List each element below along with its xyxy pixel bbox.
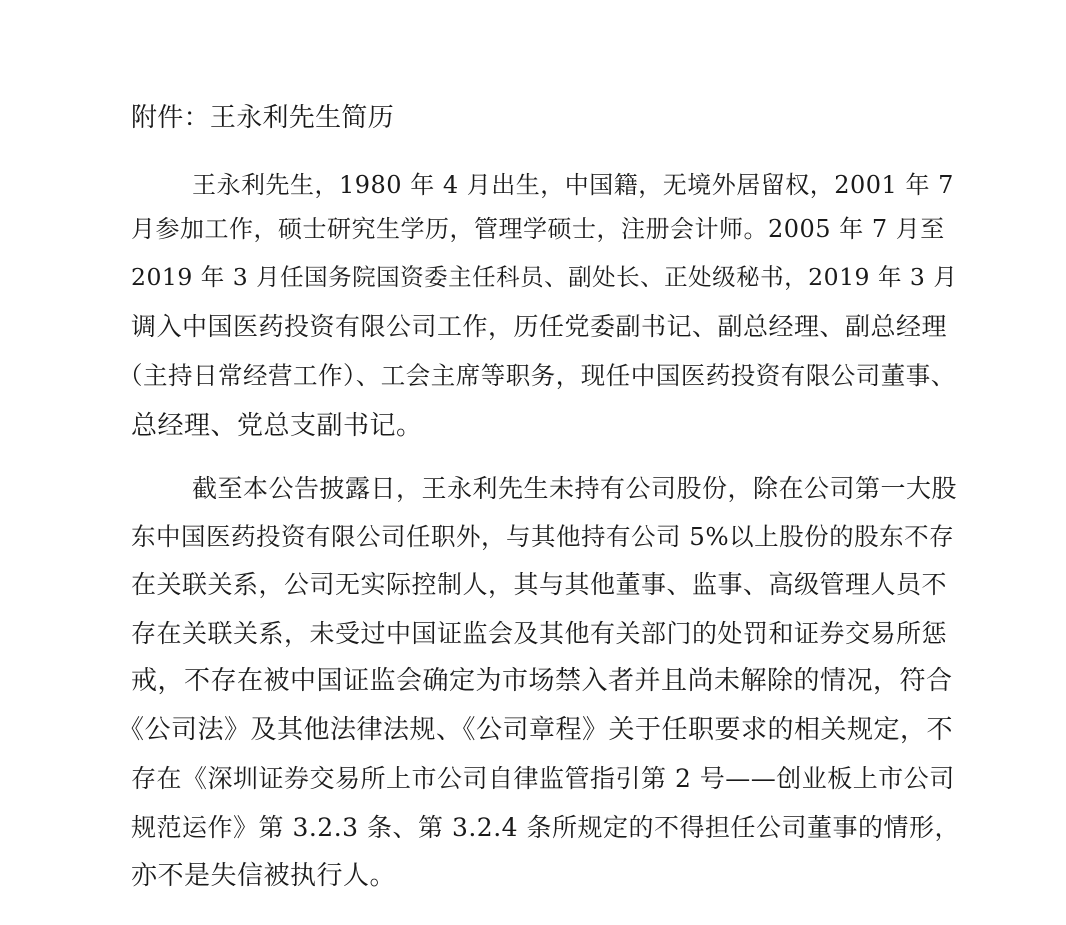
- paragraph-line: 王永利先生，1980 年 4 月出生，中国籍，无境外居留权，2001 年 7: [192, 171, 954, 199]
- paragraph-line: 规范运作》第 3.2.3 条、第 3.2.4 条所规定的不得担任公司董事的情形，: [131, 813, 961, 842]
- paragraph-line: 存在关联关系，未受过中国证监会及其他有关部门的处罚和证券交易所惩: [131, 619, 948, 648]
- paragraph-line: 总经理、党总支副书记。: [131, 411, 423, 441]
- paragraph-line: 东中国医药投资有限公司任职外，与其他持有公司 5%以上股份的股东不存: [131, 522, 955, 551]
- paragraph-line: 在关联关系，公司无实际控制人，其与其他董事、监事、高级管理人员不: [131, 570, 948, 599]
- paragraph-line: 存在《深圳证券交易所上市公司自律监管指引第 2 号——创业板上市公司: [131, 764, 955, 793]
- paragraph-line: 调入中国医药投资有限公司工作，历任党委副书记、副总经理、副总经理: [131, 312, 948, 341]
- document-title: 附件：王永利先生简历: [131, 103, 395, 133]
- paragraph-line: 截至本公告披露日，王永利先生未持有公司股份，除在公司第一大股: [192, 474, 958, 503]
- paragraph-line: 2019 年 3 月任国务院国资委主任科员、副处长、正处级秘书，2019 年 3 月: [131, 263, 958, 291]
- paragraph-line: （主持日常经营工作）、工会主席等职务，现任中国医药投资有限公司董事、: [118, 361, 956, 390]
- paragraph-line: 月参加工作，硕士研究生学历，管理学硕士，注册会计师。2005 年 7 月至: [131, 215, 945, 243]
- paragraph-line: 亦不是失信被执行人。: [131, 861, 397, 891]
- paragraph-line: 《公司法》及其他法律法规、《公司章程》关于任职要求的相关规定，不: [118, 715, 954, 745]
- paragraph-line: 戒，不存在被中国证监会确定为市场禁入者并且尚未解除的情况，符合: [131, 666, 953, 696]
